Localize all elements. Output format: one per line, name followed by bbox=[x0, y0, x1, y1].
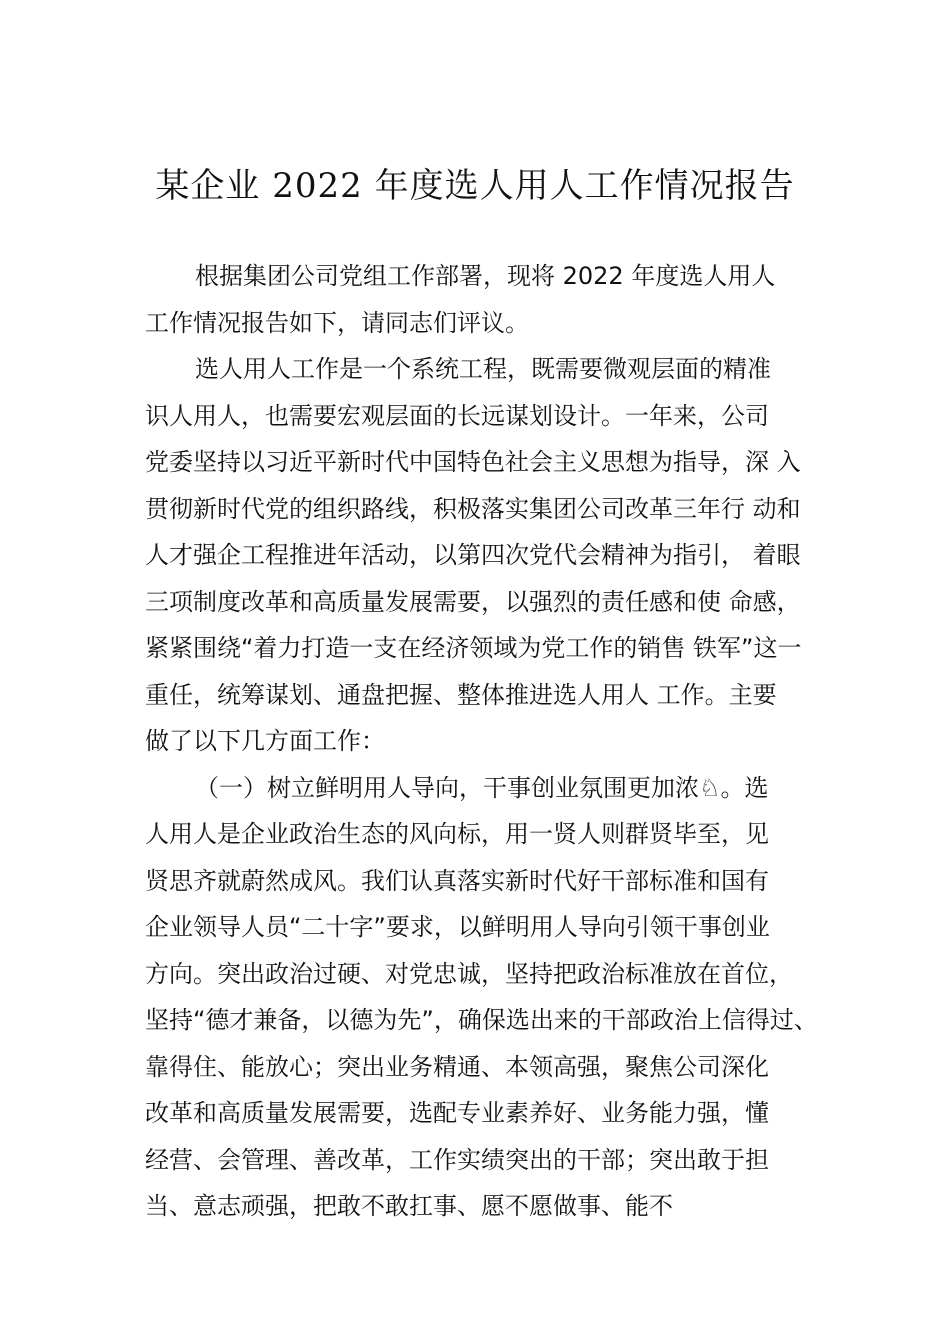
paragraph-line: 人用人是企业政治生态的风向标，用一贤人则群贤毕至，见 bbox=[145, 820, 769, 848]
paragraph-line: 党委坚持以习近平新时代中国特色社会主义思想为指导，深 入 bbox=[145, 448, 801, 476]
paragraph-line: 识人用人，也需要宏观层面的长远谋划设计。一年来，公司 bbox=[145, 401, 769, 430]
document-title: 某企业 2022 年度选人用人工作情况报告 bbox=[155, 166, 795, 206]
paragraph-line: 经营、会管理、善改革，工作实绩突出的干部；突出敢于担 bbox=[145, 1145, 769, 1174]
paragraph-line: 靠得住、能放心；突出业务精通、本领高强，聚焦公司深化 bbox=[145, 1052, 769, 1081]
document-body bbox=[145, 253, 835, 1230]
paragraph-line: 做了以下几方面工作： bbox=[145, 727, 385, 755]
paragraph-line: 工作情况报告如下，请同志们评议。 bbox=[145, 308, 529, 337]
paragraph-line: 选人用人工作是一个系统工程，既需要微观层面的精准 bbox=[195, 355, 771, 383]
section-heading-line: （一）树立鲜明用人导向，干事创业氛围更加浓♘。选 bbox=[195, 773, 769, 802]
paragraph-line: 紧紧围绕“着力打造一支在经济领域为党工作的销售 铁军”这一 bbox=[145, 634, 802, 662]
paragraph-line: 坚持“德才兼备，以德为先”，确保选出来的干部政治上信得过、 bbox=[145, 1006, 818, 1034]
paragraph-line: 人才强企工程推进年活动，以第四次党代会精神为指引， 着眼 bbox=[145, 541, 801, 569]
paragraph-line: 企业领导人员“二十字”要求，以鲜明用人导向引领干事创业 bbox=[145, 913, 770, 941]
paragraph-line: 重任，统筹谋划、通盘把握、整体推进选人用人 工作。主要 bbox=[145, 680, 777, 709]
paragraph-line: 当、意志顽强，把敢不敢扛事、愿不愿做事、能不 bbox=[145, 1192, 673, 1220]
paragraph-line: 贯彻新时代党的组织路线，积极落实集团公司改革三年行 动和 bbox=[145, 494, 801, 523]
paragraph-line: 三项制度改革和高质量发展需要，以强烈的责任感和使 命感， bbox=[145, 587, 801, 616]
paragraph-line: 根据集团公司党组工作部署，现将 2022 年度选人用人 bbox=[195, 262, 776, 290]
paragraph-line: 贤思齐就蔚然成风。我们认真落实新时代好干部标准和国有 bbox=[145, 866, 769, 895]
paragraph-line: 改革和高质量发展需要，选配专业素养好、业务能力强，懂 bbox=[145, 1099, 769, 1127]
paragraph-line: 方向。突出政治过硬、对党忠诚，坚持把政治标准放在首位， bbox=[145, 959, 793, 988]
